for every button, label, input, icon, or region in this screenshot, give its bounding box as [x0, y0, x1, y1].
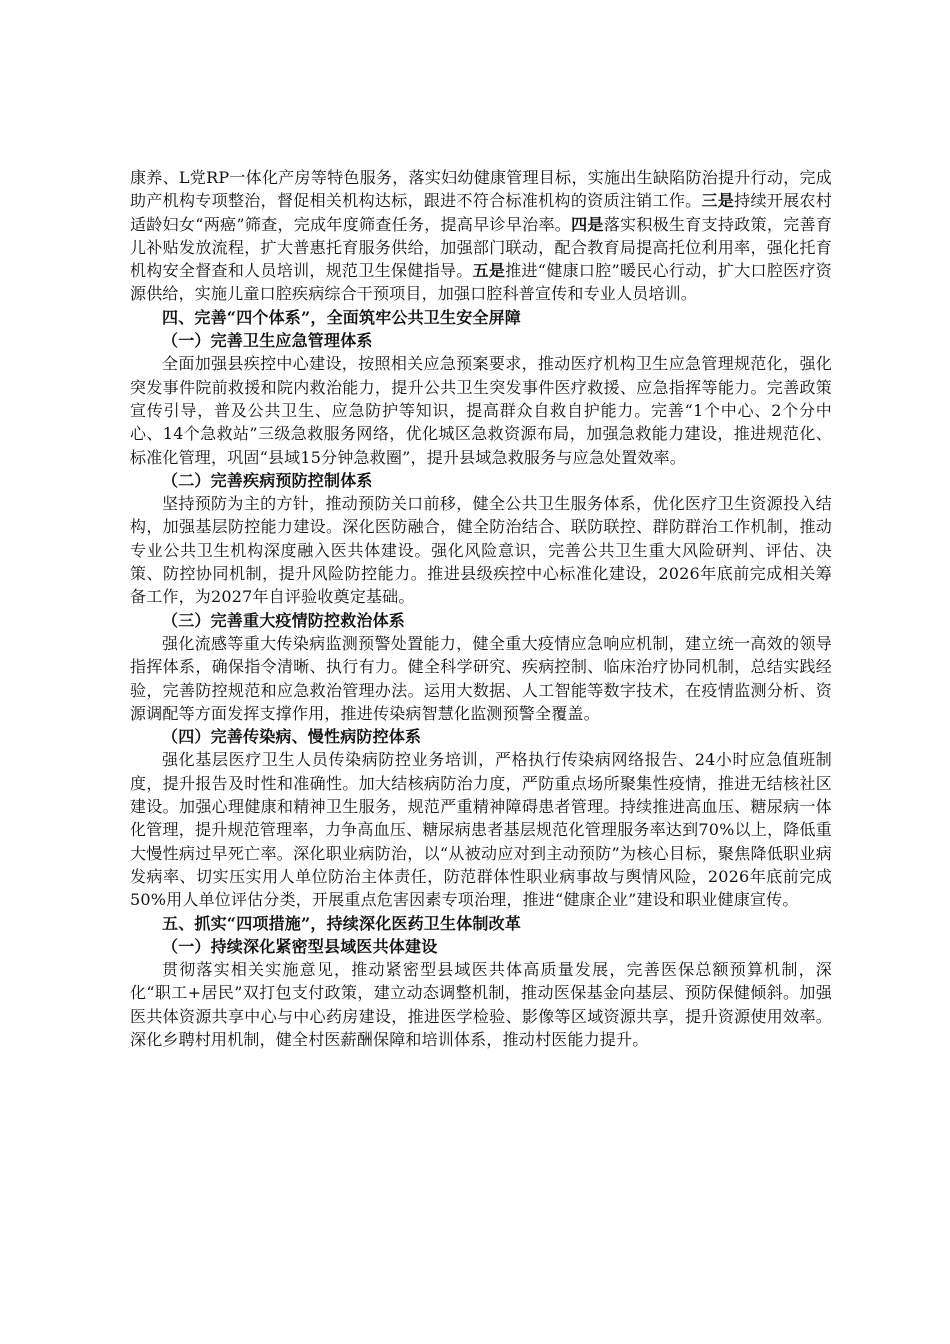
subsection-heading: （一）完善卫生应急管理体系 [162, 331, 373, 351]
subsection-heading: （四）完善传染病、慢性病防控体系 [162, 727, 422, 747]
subsection-heading: （三）完善重大疫情防控救治体系 [162, 610, 406, 630]
item-marker-four: 四是 [571, 214, 604, 234]
item-marker-five: 五是 [472, 261, 506, 281]
body-paragraph: 坚持预防为主的方针，推动预防关口前移，健全公共卫生服务体系，优化医疗卫生资源投入结构，加强基层防控能力建设。深化医防融合，健全防治结合、联防联控、群防群治工作机制，推动专业公共卫生机构深度融入医共体建设。强化风险意识，完善公共卫生重大风险研判、评估、决策、防控协同机制，提升风险防控能力。推进县级疾控中心标准化建设，2026年底前完成相关筹备工作，为2027年自评验收奠定基础。 [130, 494, 832, 607]
paragraph-text: 康养、L党RP一体化产房等特色服务，落实妇幼健康管理目标，实施出生缺陷防治提升行动，完成助产机构专项整治，督促相关机构达标，跟进不符合标准机构的资质注销工作。 [130, 168, 832, 211]
body-paragraph: 全面加强县疾控中心建设，按照相关应急预案要求，推动医疗机构卫生应急管理规范化，强化突发事件院前救援和院内救治能力，提升公共卫生突发事件医疗救援、应急指挥等能力。完善政策宣传引导，普及公共卫生、应急防护等知识，提高群众自救自护能力。完善“1个中心、2个分中心、14个急救站”三级急救服务网络，优化城区急救资源布局，加强急救能力建设，推进规范化、标准化管理，巩固“县域15分钟急救圈”，提升县域急救服务与应急处置效率。 [130, 354, 832, 467]
body-paragraph: 强化基层医疗卫生人员传染病防控业务培训，严格执行传染病网络报告、24小时应急值班制度，提升报告及时性和准确性。加大结核病防治力度，严防重点场所聚集性疫情，推进无结核社区建设。加强心理健康和精神卫生服务，规范严重精神障碍患者管理。持续推进高血压、糖尿病一体化管理，提升规范管理率，力争高血压、糖尿病患者基层规范化管理服务率达到70%以上，降低重大慢性病过早死亡率。深化职业病防治，以“从被动应对到主动预防”为核心目标，聚焦降低职业病发病率、切实压实用人单位防治主体责任，防范群体性职业病事故与舆情风险，2026年底前完成50%用人单位评估分类，开展重点危害因素专项治理，推进“健康企业”建设和职业健康宣传。 [130, 750, 832, 910]
subsection-heading: （一）持续深化紧密型县域医共体建设 [162, 936, 438, 956]
paragraph-text: 推进“健康口腔”暖民心行动，扩大口腔医疗资源供给，实施儿童口腔疾病综合干预项目，加强口腔科普宣传和专业人员培训。 [130, 261, 832, 304]
document-page [130, 166, 832, 1051]
body-paragraph: 强化流感等重大传染病监测预警处置能力，健全重大疫情应急响应机制，建立统一高效的领导指挥体系，确保指令清晰、执行有力。健全科学研究、疾病控制、临床治疗协同机制，总结实践经验，完善防控规范和应急救治管理办法。运用大数据、人工智能等数字技术，在疫情监测分析、资源调配等方面发挥支撑作用，推进传染病智慧化监测预警全覆盖。 [130, 633, 832, 723]
subsection-heading: （二）完善疾病预防控制体系 [162, 470, 373, 490]
item-marker-three: 三是 [701, 191, 735, 211]
body-paragraph: 贯彻落实相关实施意见，推动紧密型县域医共体高质量发展，完善医保总额预算机制，深化“职工+居民”双打包支付政策，建立动态调整机制，推动医保基金向基层、预防保健倾斜。加强医共体资源共享中心与中心药房建设，推进医学检验、影像等区域资源共享，提升资源使用效率。深化乡聘村用机制，健全村医薪酬保障和培训体系，推动村医能力提升。 [130, 960, 832, 1049]
paragraph-text: 持续开展农村适龄妇女“两癌”筛查，完成年度筛查任务，提高早诊早治率。 [130, 191, 832, 234]
section-heading: 四、完善“四个体系”，全面筑牢公共卫生安全屏障 [162, 307, 522, 327]
paragraph-text: 落实积极生育支持政策，完善育儿补贴发放流程，扩大普惠托育服务供给，加强部门联动，配合教育局提高托位利用率，强化托育机构安全督查和人员培训，规范卫生保健指导。 [130, 214, 832, 281]
continuation-paragraph [130, 166, 832, 306]
section-heading: 五、抓实“四项措施”，持续深化医药卫生体制改革 [162, 913, 522, 933]
